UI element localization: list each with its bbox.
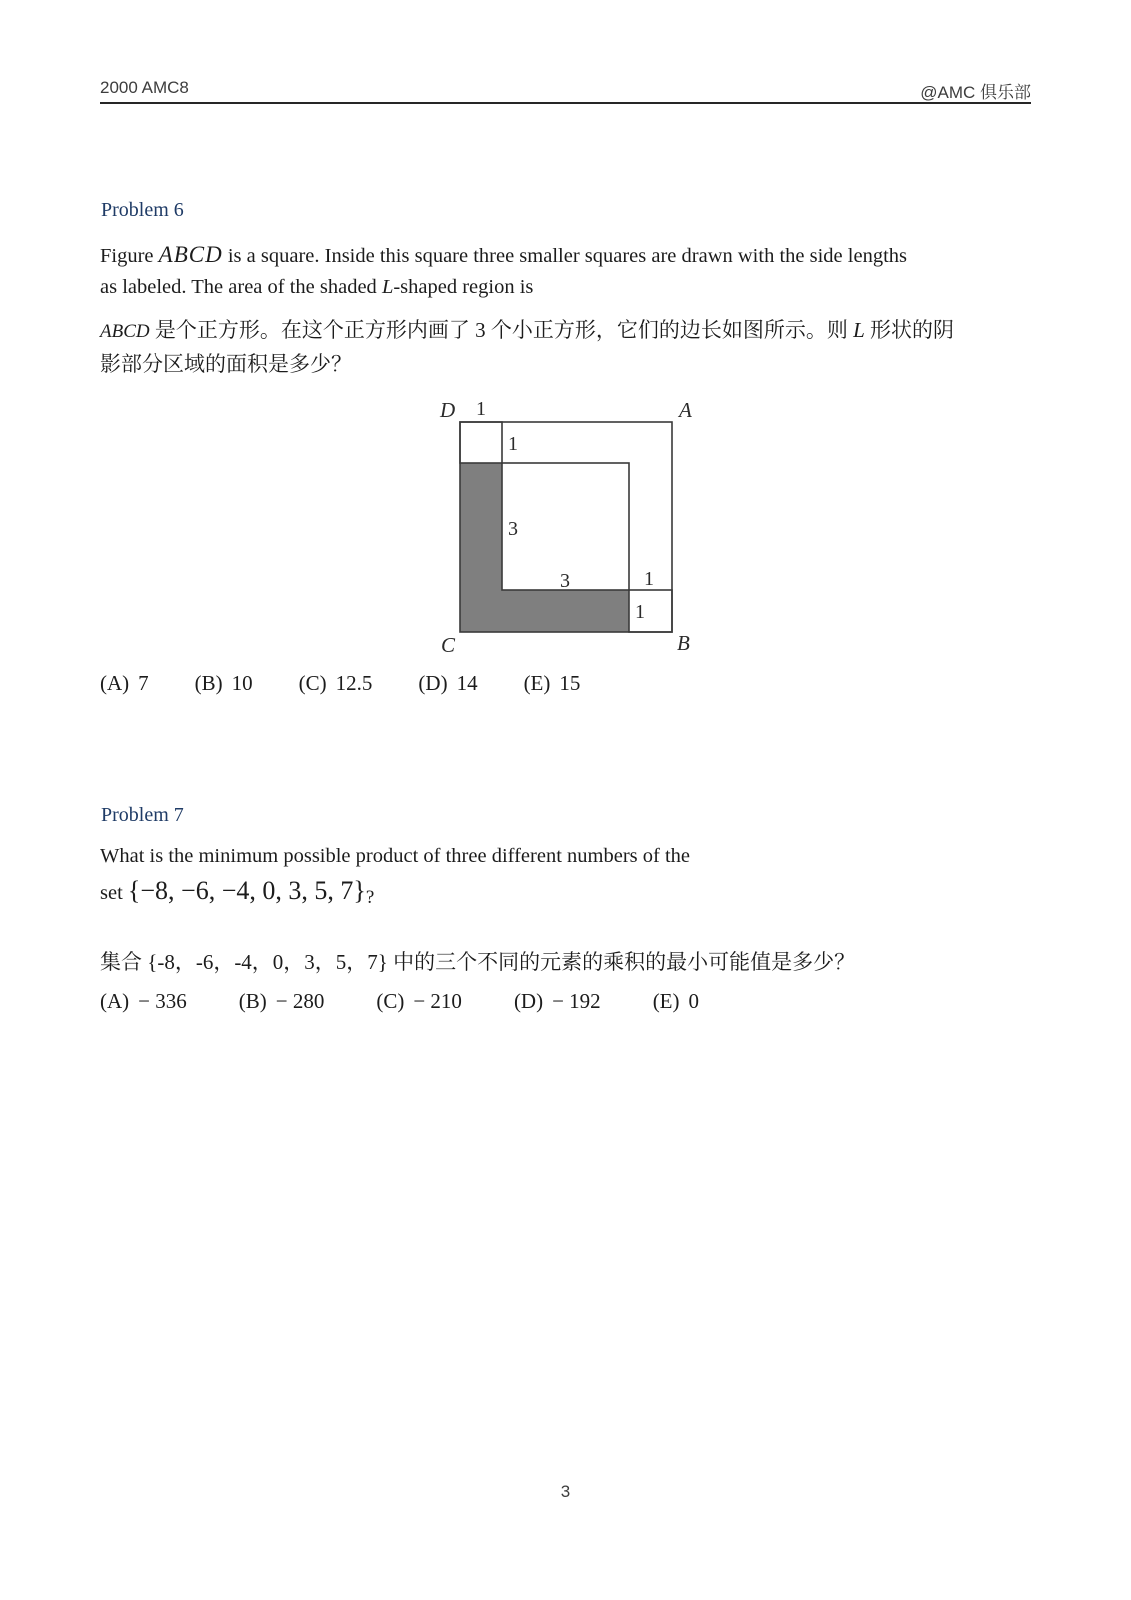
p6-en-seg2: is a square. Inside this square three smaller squares are drawn with the side lengths [222, 245, 907, 267]
corner-label-b: B [677, 631, 690, 655]
option-label: (E) [523, 671, 551, 695]
inner-square-top-left [460, 422, 502, 463]
option-value: − 336 [138, 989, 187, 1013]
option-value: 12.5 [335, 671, 373, 695]
option-label: (B) [194, 671, 223, 695]
option-value: − 280 [275, 989, 325, 1013]
option-d [514, 989, 601, 1014]
problem7-title: Problem 7 [101, 804, 184, 826]
header-divider [100, 102, 1031, 104]
set-question-mark: ? [365, 887, 375, 908]
option-a [100, 671, 149, 696]
problem6-figure [428, 392, 718, 658]
option-e [524, 671, 581, 696]
option-value: 14 [456, 671, 478, 695]
problem6-statement-chinese [100, 314, 1045, 381]
abcd-math-text: ABCD [158, 242, 223, 267]
header-right-text: @AMC 俱乐部 [920, 83, 1031, 102]
corner-label-d: D [440, 398, 456, 422]
shaded-l-region [460, 463, 629, 632]
abcd-math-text-zh: ABCD [100, 321, 150, 342]
l-math-text-zh: L [853, 318, 865, 342]
problem7-statement-english: What is the minimum possible product of three different numbers of the [100, 845, 690, 867]
option-label: (D) [418, 671, 448, 695]
option-b [195, 671, 253, 696]
option-value: − 192 [552, 989, 601, 1013]
problem7-set-line [100, 876, 374, 909]
option-d [418, 671, 477, 696]
p6-zh-seg1: 是个正方形。在这个正方形内画了 3 个小正方形，它们的边长如图所示。则 [149, 318, 854, 342]
side-label-right-outer: 1 [644, 568, 654, 590]
option-value: 7 [138, 671, 149, 695]
option-c [299, 671, 373, 696]
side-label-top-outer: 1 [476, 398, 486, 420]
problem7-options [100, 989, 699, 1014]
option-label: (E) [652, 989, 680, 1013]
option-label: (A) [100, 989, 130, 1013]
option-label: (A) [100, 671, 130, 695]
corner-label-c: C [441, 633, 456, 657]
header-left-text: 2000 AMC8 [100, 78, 189, 97]
p6-zh-seg2: 形状的阴 [864, 318, 955, 342]
problem6-options [100, 671, 580, 696]
set-prefix: set [100, 882, 128, 904]
option-value: 15 [559, 671, 581, 695]
option-value: 0 [688, 989, 700, 1013]
set-math-text: {−8, −6, −4, 0, 3, 5, 7} [127, 876, 366, 905]
problem6-title: Problem 6 [101, 199, 184, 221]
option-e [653, 989, 699, 1014]
option-label: (D) [513, 989, 544, 1013]
problem7-statement-chinese: 集合 {-8，-6，-4，0，3，5，7} 中的三个不同的元素的乘积的最小可能值是多少？ [100, 950, 856, 974]
page-number: 3 [560, 1482, 571, 1501]
option-b [239, 989, 325, 1014]
l-math-text: L [381, 276, 394, 298]
side-label-left-inner: 3 [508, 518, 518, 540]
side-label-right-inner: 1 [635, 601, 645, 623]
option-c [376, 989, 462, 1014]
side-label-top-inner: 1 [508, 433, 518, 455]
side-label-bottom-inner: 3 [560, 570, 570, 592]
option-value: 10 [231, 671, 253, 695]
p6-en-seg1: Figure [100, 245, 159, 267]
p6-en-seg3: as labeled. The area of the shaded [100, 276, 382, 298]
option-label: (C) [298, 671, 327, 695]
corner-label-a: A [679, 398, 692, 422]
p6-en-seg4: -shaped region is [393, 276, 534, 298]
option-label: (B) [238, 989, 267, 1013]
option-label: (C) [376, 989, 405, 1013]
figure-svg [428, 392, 718, 658]
p6-zh-seg3: 影部分区域的面积是多少？ [100, 352, 352, 376]
option-value: − 210 [413, 989, 462, 1013]
problem6-statement-english [100, 239, 1035, 303]
option-a [100, 989, 187, 1014]
